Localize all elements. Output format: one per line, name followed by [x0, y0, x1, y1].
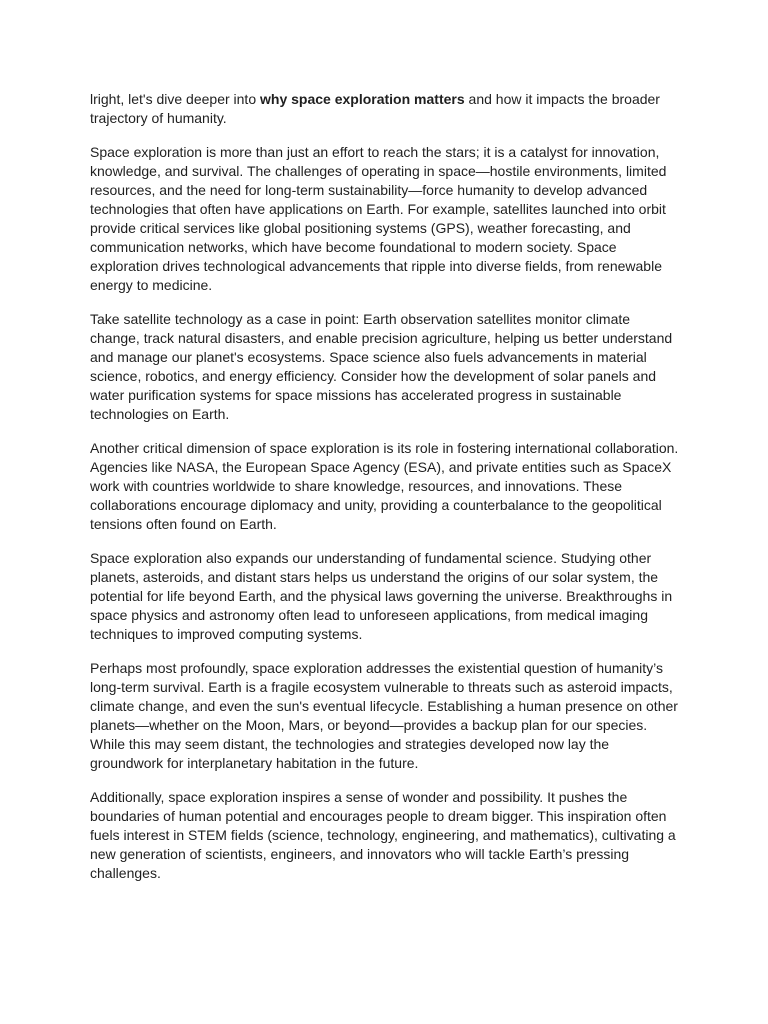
paragraph-fundamental-science: Space exploration also expands our understanding of fundamental science. Studying other planets, asteroids, and distant stars helps us understand the origins of our solar system, the potential for life beyond Earth, and the physical laws governing the universe. Breakthroughs in space physics and astronomy often lead to unforeseen applications, from medical imaging techniques to improved computing systems.: [90, 550, 673, 642]
paragraph-inspiration: Additionally, space exploration inspires a sense of wonder and possibility. It pushes the boundaries of human potential and encourages people to dream bigger. This inspiration often fuels interest in STEM fields (science, technology, engineering, and mathematics), cultivating a new generation of scientists, engineers, and innovators who will tackle Earth’s pressing challenges.: [90, 789, 676, 881]
paragraph-international-collaboration: Another critical dimension of space exploration is its role in fostering international collaboration. Agencies like NASA, the European Space Agency (ESA), and private entities such as SpaceX work with countries worldwide to share knowledge, resources, and innovations. These collaborations encourage diplomacy and unity, providing a counterbalance to the geopolitical tensions often found on Earth.: [90, 440, 679, 532]
paragraph-innovation: Space exploration is more than just an effort to reach the stars; it is a catalyst for innovation, knowledge, and survival. The challenges of operating in space—hostile environments, limited resources, and the need for long-term sustainability—force humanity to develop advanced technologies that often have applications on Earth. For example, satellites launched into orbit provide critical services like global positioning systems (GPS), weather forecasting, and communication networks, which have become foundational to modern society. Space exploration drives technological advancements that ripple into diverse fields, from renewable energy to medicine.: [90, 144, 667, 293]
paragraph-satellite-technology: Take satellite technology as a case in point: Earth observation satellites monitor climate change, track natural disasters, and enable precision agriculture, helping us better understand and manage our planet's ecosystems. Space science also fuels advancements in material science, robotics, and energy efficiency. Consider how the development of solar panels and water purification systems for space missions has accelerated progress in sustainable technologies on Earth.: [90, 311, 673, 422]
intro-text-after: and how it impacts the broader trajectory of humanity.: [90, 91, 660, 126]
document-body: [90, 90, 682, 898]
paragraph-long-term-survival: Perhaps most profoundly, space exploration addresses the existential question of humanity’s long-term survival. Earth is a fragile ecosystem vulnerable to threats such as asteroid impacts, climate change, and even the sun's eventual lifecycle. Establishing a human presence on other planets—whether on the Moon, Mars, or beyond—provides a backup plan for our species. While this may seem distant, the technologies and strategies developed now lay the groundwork for interplanetary habitation in the future.: [90, 660, 678, 771]
intro-paragraph: [90, 90, 682, 128]
intro-text-before: lright, let's dive deeper into: [90, 91, 260, 107]
intro-emphasis: why space exploration matters: [260, 91, 465, 107]
